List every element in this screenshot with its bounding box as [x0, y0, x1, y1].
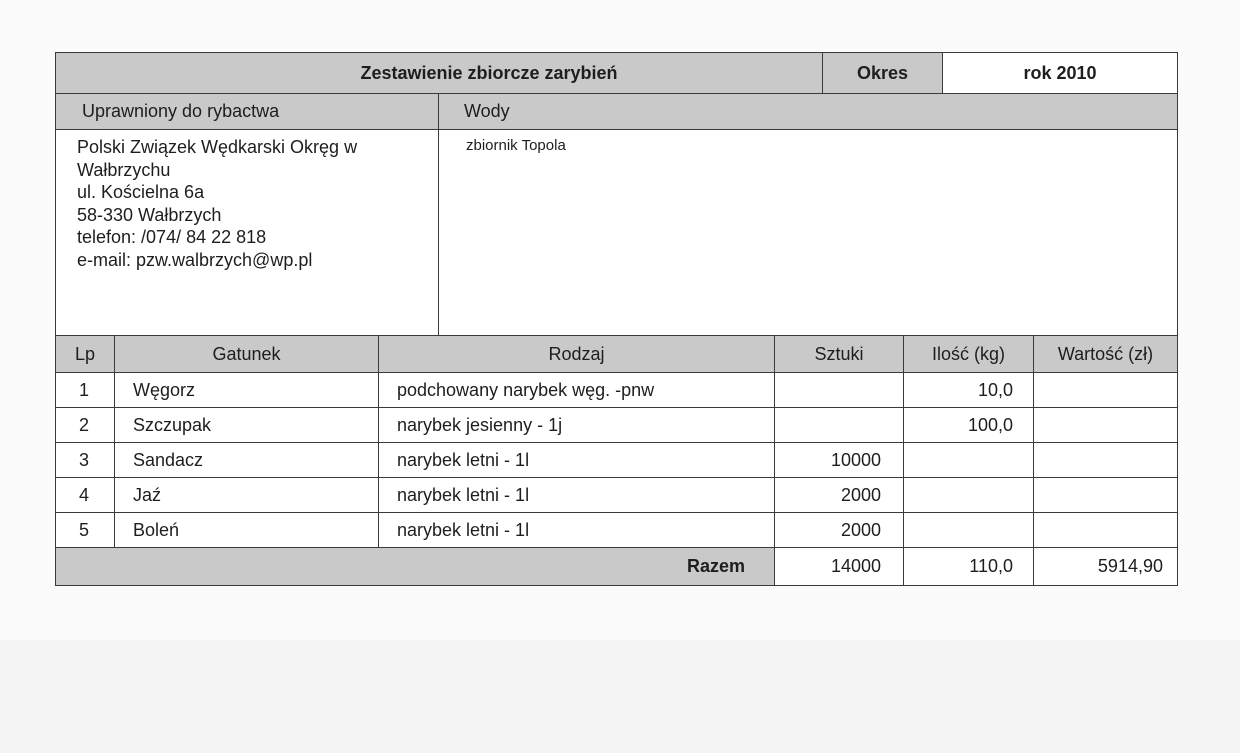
section-header-row [56, 94, 1177, 130]
cell-sztuki: 2000 [775, 513, 904, 547]
cell-sztuki [775, 373, 904, 407]
address-line: e-mail: pzw.walbrzych@wp.pl [77, 249, 313, 270]
redaction-mask [1082, 448, 1152, 472]
cell-ilosc: 10,0 [904, 373, 1034, 407]
summary-form [55, 52, 1178, 586]
waters-value [439, 130, 1177, 335]
col-header-lp: Lp [56, 336, 115, 372]
redaction-mask [1082, 483, 1152, 507]
cell-ilosc [904, 443, 1034, 477]
cell-ilosc: 100,0 [904, 408, 1034, 442]
cell-lp: 3 [56, 443, 115, 477]
col-header-sztuki: Sztuki [775, 336, 904, 372]
waters-name: zbiornik Topola [466, 137, 566, 154]
cell-wartosc [1034, 408, 1177, 442]
cell-rodzaj: narybek letni - 1l [379, 443, 775, 477]
cell-wartosc [1034, 443, 1177, 477]
table-header-row [56, 336, 1177, 373]
table-row [56, 443, 1177, 478]
cell-lp: 5 [56, 513, 115, 547]
cell-sztuki [775, 408, 904, 442]
cell-wartosc [1034, 373, 1177, 407]
cell-gatunek: Boleń [115, 513, 379, 547]
address-line: Wałbrzychu [77, 159, 171, 180]
cell-gatunek: Jaź [115, 478, 379, 512]
cell-rodzaj: podchowany narybek węg. -pnw [379, 373, 775, 407]
total-label: Razem [56, 548, 775, 585]
cell-rodzaj: narybek letni - 1l [379, 478, 775, 512]
total-row [56, 548, 1177, 585]
period-label: Okres [823, 53, 943, 93]
info-row [56, 130, 1177, 336]
form-title: Zestawienie zbiorcze zarybień [56, 53, 823, 93]
redaction-mask [1082, 518, 1152, 542]
table-row [56, 408, 1177, 443]
table-row [56, 373, 1177, 408]
cell-rodzaj: narybek letni - 1l [379, 513, 775, 547]
form-header-row [56, 53, 1177, 94]
cell-gatunek: Szczupak [115, 408, 379, 442]
col-header-wartosc: Wartość (zł) [1057, 343, 1154, 364]
cell-gatunek: Sandacz [115, 443, 379, 477]
total-sztuki: 14000 [775, 548, 904, 585]
col-header-gatunek: Gatunek [115, 336, 379, 372]
address-line: telefon: /074/ 84 22 818 [77, 227, 267, 247]
period-value: rok 2010 [943, 53, 1177, 93]
col-header-rodzaj: Rodzaj [379, 336, 775, 372]
cell-gatunek: Węgorz [115, 373, 379, 407]
table-row [56, 478, 1177, 513]
cell-wartosc [1034, 513, 1177, 547]
cell-rodzaj: narybek jesienny - 1j [379, 408, 775, 442]
licensee-address [56, 130, 439, 335]
col-header-ilosc: Ilość (kg) [904, 336, 1034, 372]
total-wartosc: 5914,90 [1097, 556, 1163, 576]
address-line: ul. Kościelna 6a [77, 182, 205, 202]
cell-lp: 4 [56, 478, 115, 512]
redaction-mask [1082, 378, 1152, 402]
cell-lp: 2 [56, 408, 115, 442]
total-ilosc: 110,0 [904, 548, 1034, 585]
cell-ilosc [904, 478, 1034, 512]
address-line: Polski Związek Wędkarski Okręg w [77, 137, 358, 157]
table-row [56, 513, 1177, 548]
cell-ilosc [904, 513, 1034, 547]
cell-sztuki: 10000 [775, 443, 904, 477]
cell-lp: 1 [56, 373, 115, 407]
cell-sztuki: 2000 [775, 478, 904, 512]
redaction-mask [1082, 413, 1152, 437]
address-line: 58-330 Wałbrzych [77, 204, 222, 225]
licensee-label: Uprawniony do rybactwa [56, 94, 439, 129]
waters-label: Wody [464, 101, 510, 121]
cell-wartosc [1034, 478, 1177, 512]
